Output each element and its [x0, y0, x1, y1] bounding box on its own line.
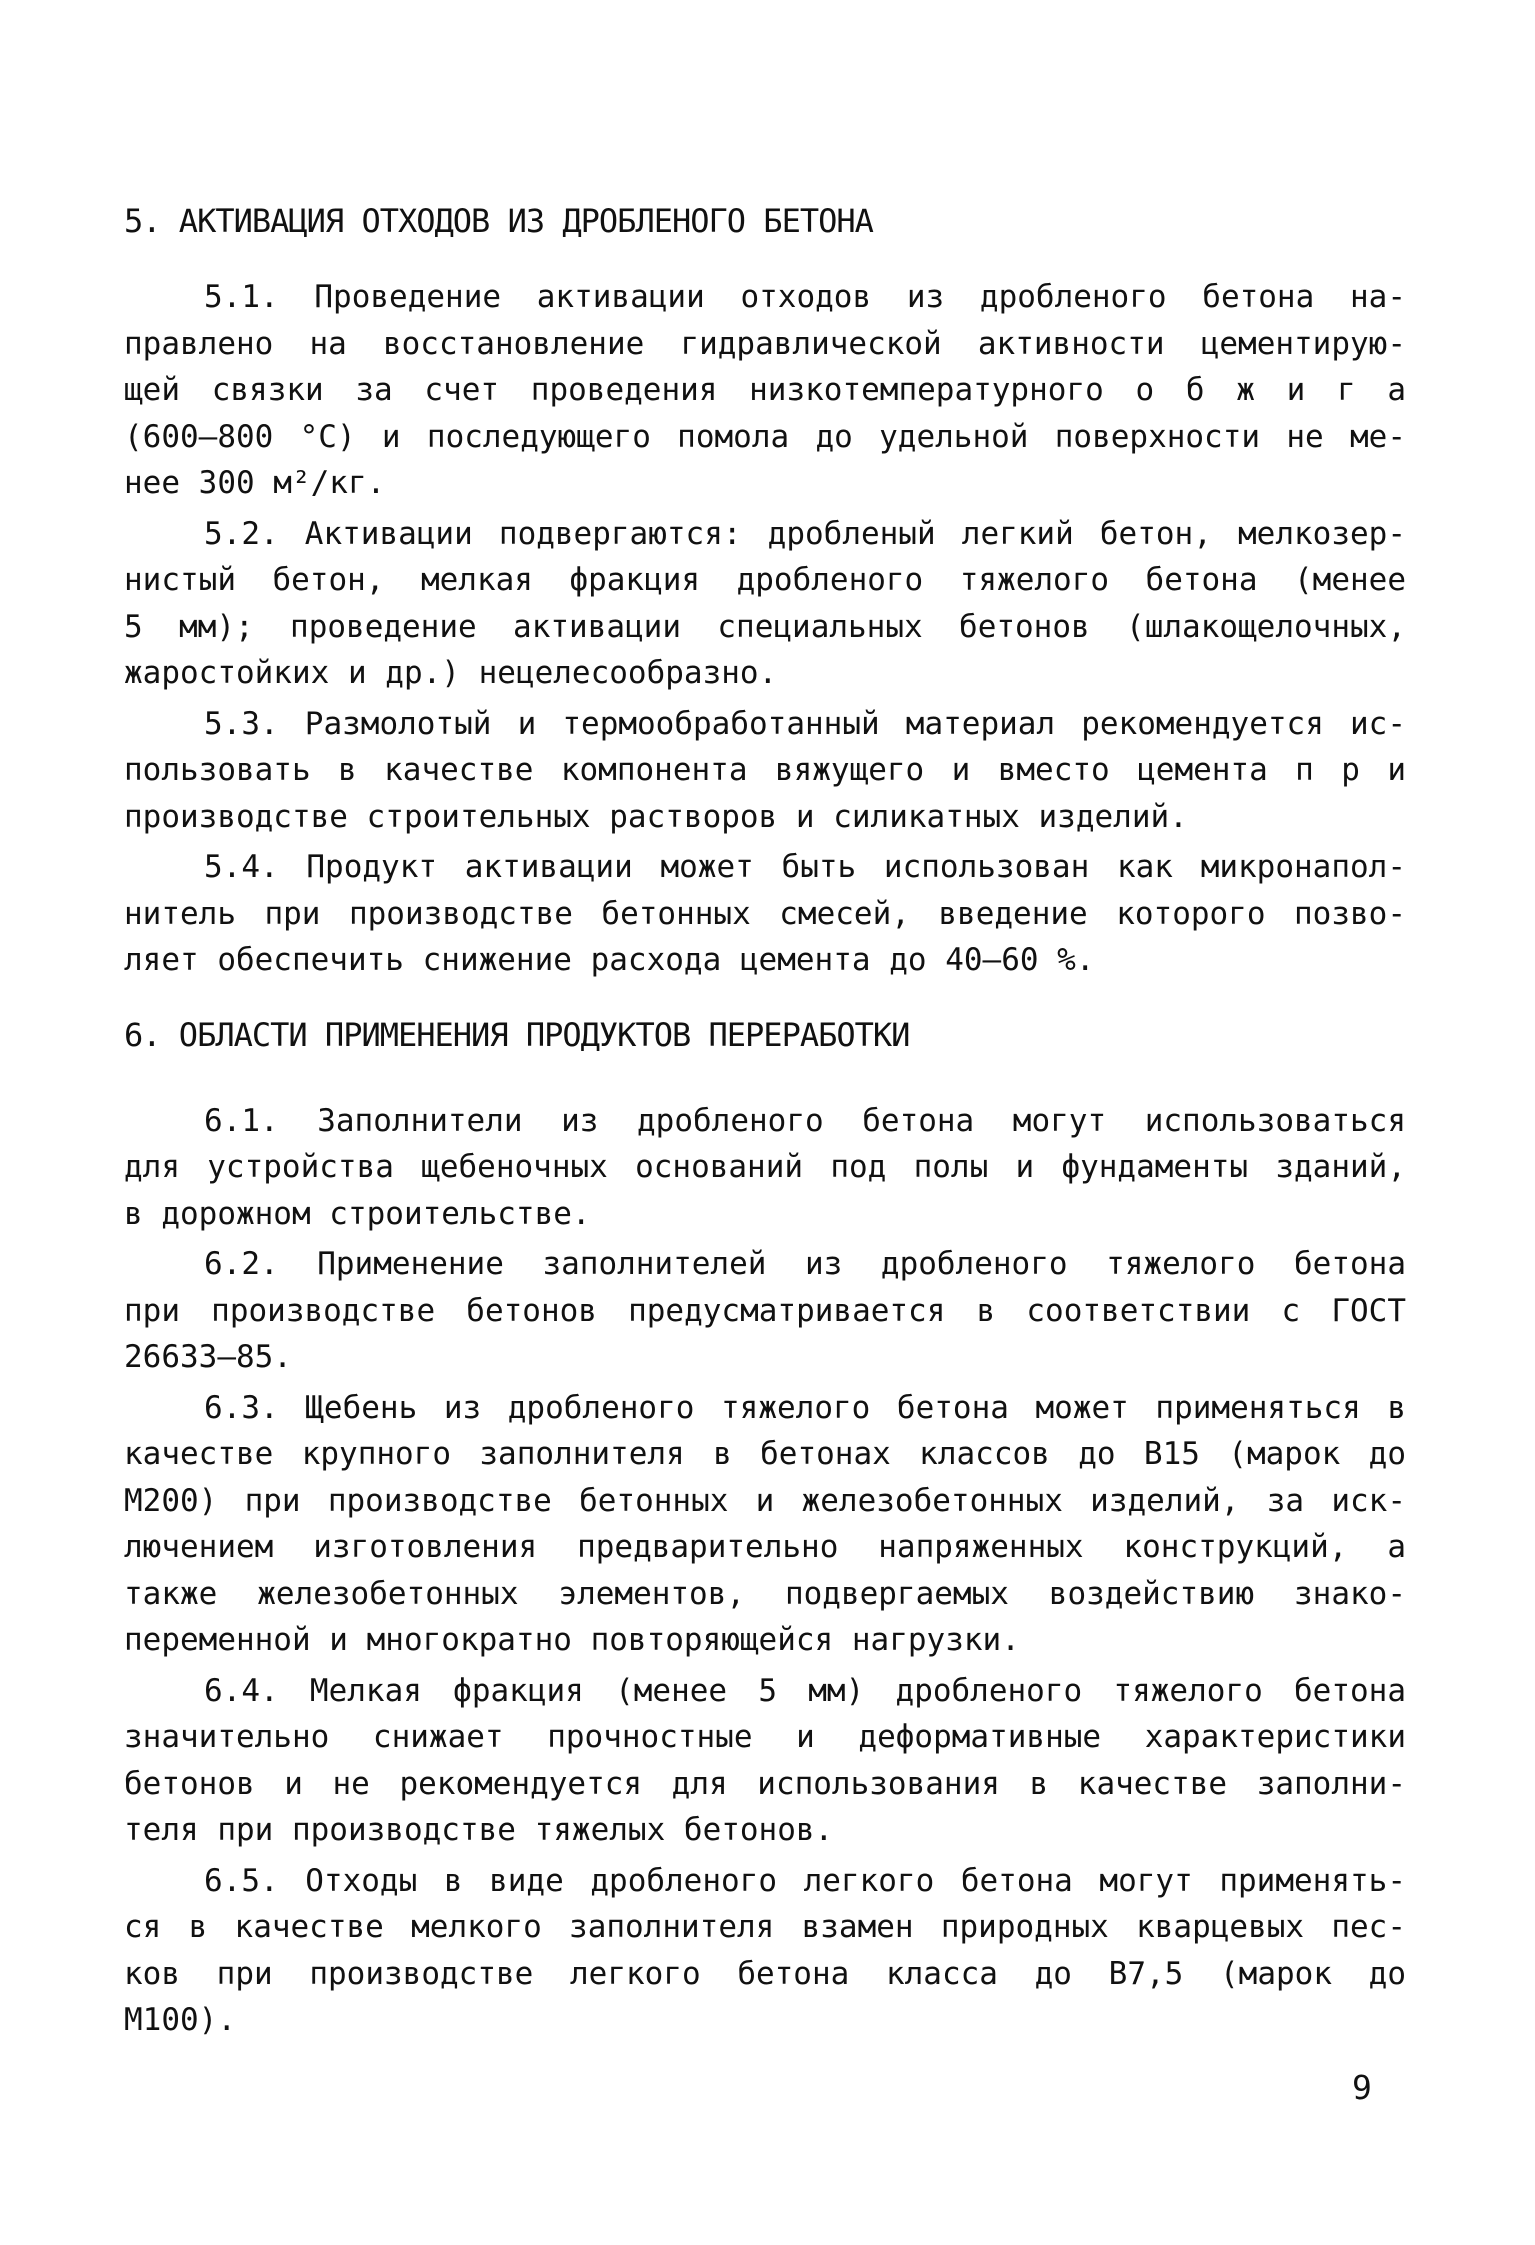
paragraph-6-4 — [124, 1668, 1406, 1854]
paragraph-6-2 — [124, 1241, 1406, 1381]
text-line: производстве строительных растворов и силикатных изделий. — [124, 798, 1188, 835]
text-line: нее 300 м²/кг. — [124, 465, 386, 501]
text-line: правлено на восстановление гидравлической активности цементирую- — [124, 325, 1406, 362]
text-line: 6.2. Применение заполнителей из дробленого тяжелого бетона — [204, 1246, 1406, 1282]
text-line: (600–800 °С) и последующего помола до удельной поверхности не ме- — [124, 418, 1406, 455]
text-line: М100). — [124, 2002, 236, 2038]
text-line: переменной и многократно повторяющейся нагрузки. — [124, 1622, 1020, 1658]
text-line: бетонов и не рекомендуется для использования в качестве заполни- — [124, 1765, 1406, 1802]
page-number: 9 — [1352, 2068, 1372, 2107]
paragraph-6-1 — [124, 1098, 1406, 1238]
text-line: ся в качестве мелкого заполнителя взамен природных кварцевых пес- — [124, 1909, 1406, 1945]
text-line: нистый бетон, мелкая фракция дробленого тяжелого бетона (менее — [124, 562, 1406, 598]
document-body — [124, 196, 1406, 2048]
text-line: при производстве бетонов предусматривается в соответствии с ГОСТ — [124, 1292, 1406, 1329]
text-line: ков при производстве легкого бетона класса до В7,5 (марок до — [124, 1955, 1406, 1992]
text-line: 5 мм); проведение активации специальных бетонов (шлакощелочных, — [124, 608, 1406, 645]
text-line: 5.3. Размолотый и термообработанный материал рекомендуется ис- — [204, 705, 1406, 742]
section-heading-6: 6. ОБЛАСТИ ПРИМЕНЕНИЯ ПРОДУКТОВ ПЕРЕРАБОТКИ — [124, 1015, 910, 1054]
paragraph-5-4 — [124, 844, 1406, 984]
text-line: 6.3. Щебень из дробленого тяжелого бетона может применяться в — [204, 1389, 1406, 1426]
paragraph-5-1 — [124, 274, 1406, 507]
text-line: теля при производстве тяжелых бетонов. — [124, 1812, 834, 1848]
text-line: 26633–85. — [124, 1339, 292, 1375]
text-line: в дорожном строительстве. — [124, 1195, 591, 1232]
text-line: 5.4. Продукт активации может быть использован как микронапол- — [204, 849, 1406, 885]
text-line: 5.2. Активации подвергаются: дробленый легкий бетон, мелкозер- — [204, 515, 1406, 552]
paragraph-6-3 — [124, 1385, 1406, 1664]
text-line: нитель при производстве бетонных смесей, введение которого позво- — [124, 895, 1406, 932]
text-line: жаростойких и др.) нецелесообразно. — [124, 655, 778, 691]
paragraph-5-2 — [124, 511, 1406, 697]
text-line: лючением изготовления предварительно напряженных конструкций, а — [124, 1529, 1406, 1565]
text-line: также железобетонных элементов, подвергаемых воздействию знако- — [124, 1575, 1406, 1612]
text-line: значительно снижает прочностные и деформативные характеристики — [124, 1719, 1406, 1755]
text-line: ляет обеспечить снижение расхода цемента до 40–60 %. — [124, 942, 1095, 978]
paragraph-5-3 — [124, 701, 1406, 841]
text-line: щей связки за счет проведения низкотемпературного о б ж и г а — [124, 372, 1406, 408]
text-line: 5.1. Проведение активации отходов из дробленого бетона на- — [204, 279, 1406, 315]
text-line: пользовать в качестве компонента вяжущего и вместо цемента п р и — [124, 752, 1406, 788]
text-line: для устройства щебеночных оснований под полы и фундаменты зданий, — [124, 1149, 1406, 1185]
section-heading-5: 5. АКТИВАЦИЯ ОТХОДОВ ИЗ ДРОБЛЕНОГО БЕТОНА — [124, 202, 873, 240]
text-line: 6.1. Заполнители из дробленого бетона могут использоваться — [204, 1102, 1406, 1139]
paragraph-6-5 — [124, 1858, 1406, 2044]
text-line: 6.4. Мелкая фракция (менее 5 мм) дробленого тяжелого бетона — [204, 1672, 1406, 1709]
text-line: 6.5. Отходы в виде дробленого легкого бетона могут применять- — [204, 1862, 1406, 1899]
text-line: качестве крупного заполнителя в бетонах классов до В15 (марок до — [124, 1436, 1406, 1472]
text-line: М200) при производстве бетонных и железобетонных изделий, за иск- — [124, 1482, 1406, 1519]
